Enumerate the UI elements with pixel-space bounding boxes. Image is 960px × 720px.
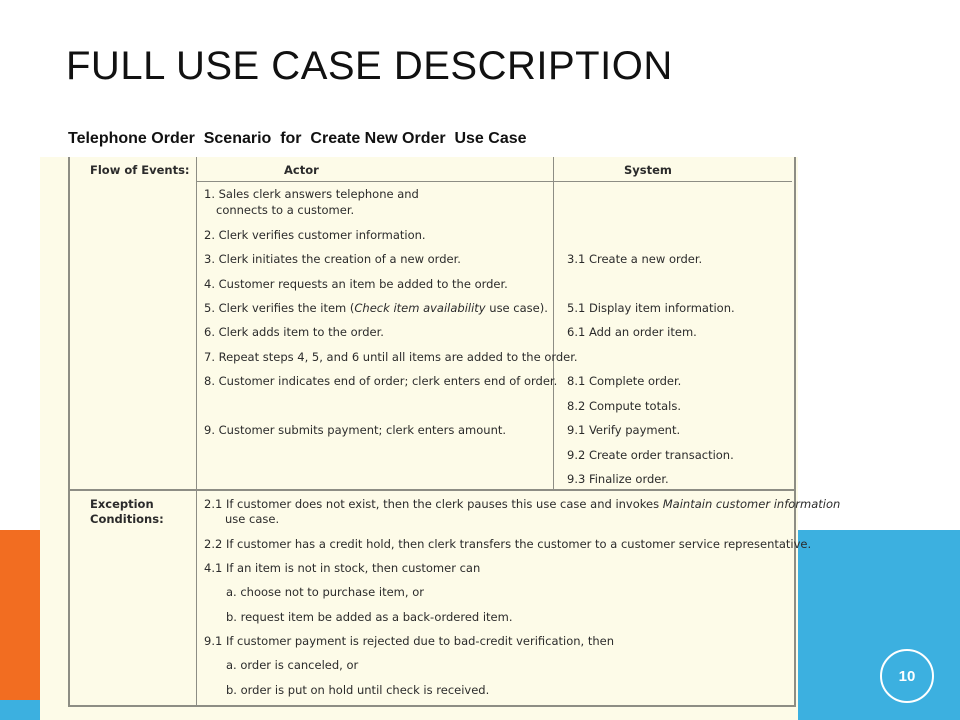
actor-step-part: 5. Clerk verifies the item ( (204, 301, 355, 315)
actor-step: 2. Clerk verifies customer information. (204, 228, 426, 242)
slide-title: FULL USE CASE DESCRIPTION (66, 44, 673, 88)
slide-subtitle: Telephone Order Scenario for Create New Order Use Case (68, 130, 527, 147)
exception-item (204, 497, 840, 511)
system-column-header: System (624, 163, 672, 177)
system-step: 5.1 Display item information. (567, 301, 735, 315)
actor-step: 9. Customer submits payment; clerk enters amount. (204, 423, 507, 437)
system-step: 3.1 Create a new order. (567, 252, 703, 266)
system-step: 9.3 Finalize order. (567, 472, 669, 486)
actor-step-part: use case). (485, 301, 548, 315)
exception-item: 2.2 If customer has a credit hold, then clerk transfers the customer to a customer service representative. (204, 537, 812, 551)
page-number-badge: 10 (880, 649, 934, 703)
actor-step: 6. Clerk adds item to the order. (204, 325, 384, 339)
actor-step (204, 301, 548, 315)
exception-label: Conditions: (90, 512, 164, 526)
system-step: 9.1 Verify payment. (567, 423, 681, 437)
system-step: 9.2 Create order transaction. (567, 448, 734, 462)
label-column-divider (196, 157, 197, 705)
flow-of-events-label: Flow of Events: (90, 163, 190, 177)
actor-step: 4. Customer requests an item be added to the order. (204, 277, 508, 291)
actor-step: 3. Clerk initiates the creation of a new order. (204, 252, 461, 266)
actor-step-usecase-ref: Check item availability (354, 301, 486, 315)
use-case-table (40, 157, 841, 720)
system-step: 6.1 Add an order item. (567, 325, 697, 339)
section-divider (68, 489, 794, 491)
actor-system-divider (553, 157, 554, 490)
system-step: 8.2 Compute totals. (567, 399, 681, 413)
exception-text: 2.1 If customer does not exist, then the clerk pauses this use case and invokes (204, 497, 663, 511)
exception-item: use case. (225, 512, 280, 526)
system-step: 8.1 Complete order. (567, 374, 682, 388)
exception-item: a. choose not to purchase item, or (226, 585, 424, 599)
exception-item: b. order is put on hold until check is received. (226, 683, 490, 697)
actor-column-header: Actor (284, 163, 319, 177)
exception-item: a. order is canceled, or (226, 658, 359, 672)
exception-item: 4.1 If an item is not in stock, then customer can (204, 561, 481, 575)
exception-usecase-ref: Maintain customer information (662, 497, 841, 511)
actor-step: 8. Customer indicates end of order; clerk enters end of order. (204, 374, 558, 388)
actor-step: 7. Repeat steps 4, 5, and 6 until all items are added to the order. (204, 350, 578, 364)
exception-item: b. request item be added as a back-ordered item. (226, 610, 513, 624)
actor-step: connects to a customer. (216, 203, 355, 217)
actor-step: 1. Sales clerk answers telephone and (204, 187, 419, 201)
header-divider (197, 181, 792, 182)
exception-item: 9.1 If customer payment is rejected due to bad-credit verification, then (204, 634, 615, 648)
exception-label: Exception (90, 497, 154, 511)
